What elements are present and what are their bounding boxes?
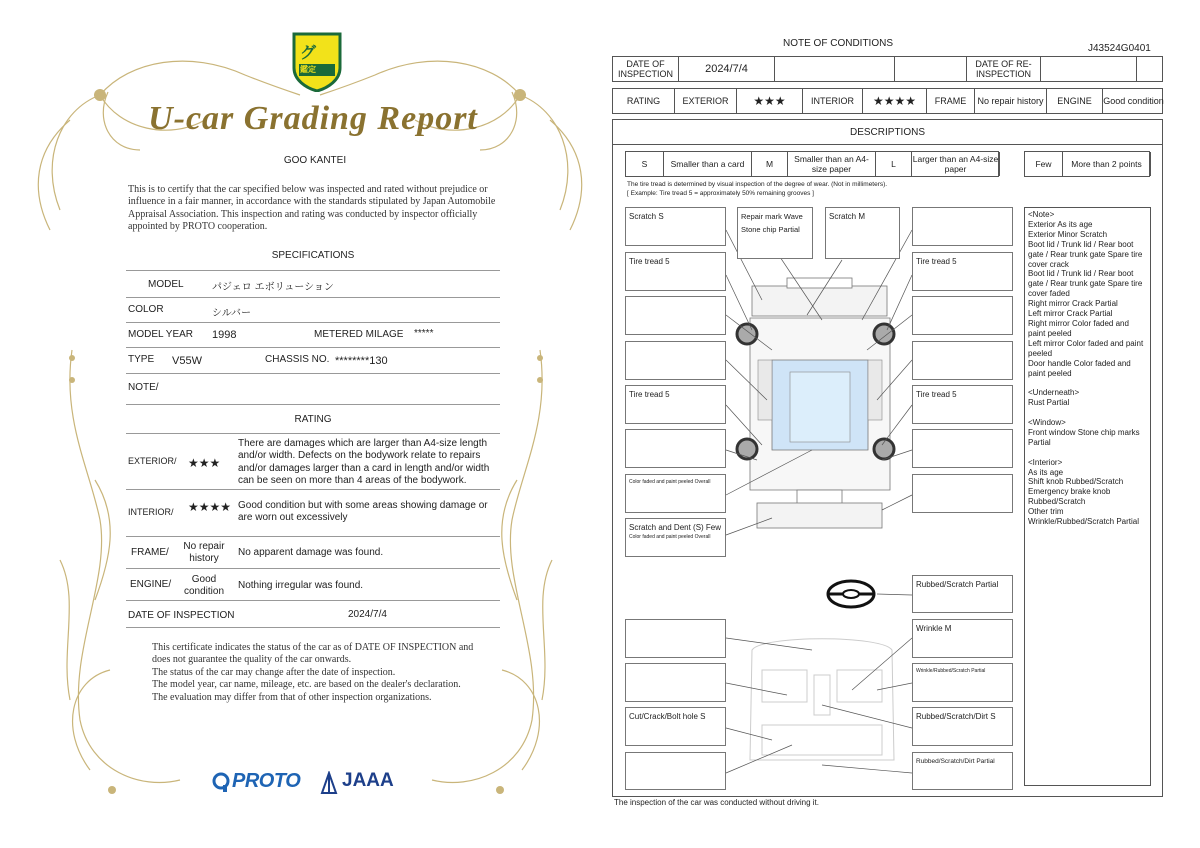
- certificate-intro: This is to certify that the car specified below was inspected and rated without prejudice or influence in a fair manner, in accordance with the standards stipulated by Japan Automobile Appraisal Association. This inspection and rating was conducted by inspector officially appointed by PROTO cooperation.: [128, 184, 496, 233]
- frame-value: No repair history: [183, 541, 225, 564]
- note-box: [912, 296, 1013, 335]
- size-legend: [625, 151, 999, 177]
- date-value: 2024/7/4: [348, 609, 387, 620]
- proto-logo: PROTO: [232, 770, 301, 792]
- conditions-title: NOTE OF CONDITIONS: [783, 38, 893, 49]
- model-label: MODEL: [148, 279, 184, 290]
- exterior-car-diagram: [737, 278, 894, 528]
- interior-label: INTERIOR/: [128, 507, 174, 517]
- chassis-value: ********130: [335, 355, 388, 367]
- note-box: Rubbed/Scratch/Dirt Partial: [912, 752, 1013, 790]
- metered-mileage-value: *****: [414, 328, 434, 339]
- type-label: TYPE: [128, 354, 155, 365]
- exterior-label: EXTERIOR/: [128, 456, 177, 466]
- engine-label: ENGINE: [1047, 89, 1103, 113]
- notes-panel: [1024, 207, 1151, 786]
- exterior-label: EXTERIOR: [675, 89, 737, 113]
- frame-label: FRAME/: [131, 547, 169, 558]
- divider: [126, 404, 500, 405]
- divider: [126, 270, 500, 271]
- note-box: [625, 619, 726, 658]
- chassis-label: CHASSIS NO.: [265, 354, 330, 365]
- color-label: COLOR: [128, 304, 164, 315]
- type-value: V55W: [172, 355, 202, 367]
- divider: [126, 600, 500, 601]
- interior-car-diagram: [750, 639, 894, 760]
- model-year-label: MODEL YEAR: [128, 329, 194, 340]
- report-code: J43524G0401: [1088, 43, 1151, 54]
- date-label: DATE OF INSPECTION: [613, 57, 679, 81]
- divider: [126, 568, 500, 569]
- model-value: パジェロ エボリューション: [212, 282, 334, 293]
- legend-s-desc: Smaller than a card: [664, 152, 752, 176]
- notes-text: <Note> Exterior As its age Exterior Minor Scratch Boot lid / Trunk lid / Rear boot gate / Rear trunk gate Spare tire cover crack Boot lid / Trunk lid / Rear boot gate / Rear trunk gate Spare tire cover faded Right mirror Crack Partial Left mirror Crack Partial Right mirror Color faded and paint peeled Left mirror Color faded and paint peeled Door handle Color faded and paint peeled <Underneath> Rust Partial <Window> Front window Stone chip marks Partial <Interior> As its age Shift knob Rubbed/Scratch Emergency brake knob Rubbed/Scratch Other trim Wrinkle/Rubbed/Scratch Partial: [1028, 210, 1144, 527]
- note-box: Rubbed/Scratch/Dirt S: [912, 707, 1013, 746]
- note-box: Tire tread 5: [912, 385, 1013, 424]
- frame-value: No repair history: [975, 89, 1047, 113]
- model-year-value: 1998: [212, 329, 237, 341]
- steering-wheel-icon: [828, 581, 874, 607]
- certificate-subtitle: GOO KANTEI: [283, 155, 347, 166]
- badge-mark: グ: [300, 45, 317, 62]
- note-box: Tire tread 5: [625, 385, 726, 424]
- note-label: NOTE/: [128, 382, 159, 393]
- divider: [126, 347, 500, 348]
- note-box: Scratch S: [625, 207, 726, 246]
- rating-label: RATING: [613, 89, 675, 113]
- note-box: [625, 663, 726, 702]
- inspection-date-table: [612, 56, 1163, 82]
- date-blank: [895, 57, 967, 81]
- note-box-subtext: Color faded and paint peeled Overall: [629, 534, 711, 540]
- divider: [126, 322, 500, 323]
- specifications-heading: SPECIFICATIONS: [271, 250, 355, 261]
- note-box: [625, 752, 726, 790]
- note-box: Scratch M: [825, 207, 900, 259]
- legend-s: S: [626, 152, 664, 176]
- certificate-disclaimer: This certificate indicates the status of the car as of DATE OF INSPECTION and does not guarantee the quality of the car onwards. The status of the car may change after the date of inspection. The model year, car name, mileage, etc. are based on the dealer's declaration. The evaluation may differ from that of other inspection organizations.: [152, 642, 474, 703]
- goo-kantei-badge-icon: [290, 30, 344, 92]
- engine-description: Nothing irregular was found.: [238, 580, 364, 591]
- exterior-description: There are damages which are larger than A4-size length and/or width. Defects on the bodywork relate to repairs and/or damages larger than a card in length and/or width can be seen on more than 4 areas of the bodywork.: [238, 438, 490, 486]
- note-box: [625, 429, 726, 468]
- descriptions-heading: DESCRIPTIONS: [612, 119, 1163, 145]
- divider: [126, 433, 500, 434]
- note-box: Rubbed/Scratch Partial: [912, 575, 1013, 613]
- note-box: Wrinkle/Rubbed/Scratch Partial: [912, 663, 1013, 702]
- interior-description: Good condition but with some areas showing damage or are worn out excessively: [238, 500, 488, 524]
- divider: [126, 489, 500, 490]
- legend-few-desc: More than 2 points: [1063, 152, 1151, 176]
- rating-heading: RATING: [294, 414, 332, 425]
- note-box: [912, 429, 1013, 468]
- engine-value: Good condition: [1103, 96, 1164, 106]
- note-box: Color faded and paint peeled Overall: [625, 474, 726, 513]
- exterior-stars: ★★★: [188, 456, 221, 470]
- reinspection-value: [1041, 57, 1137, 81]
- badge-label: 鑑定: [300, 65, 316, 74]
- color-value: シルバー: [212, 308, 252, 319]
- frame-description: No apparent damage was found.: [238, 547, 384, 558]
- interior-stars: ★★★★: [863, 89, 927, 113]
- interior-label: INTERIOR: [803, 89, 863, 113]
- interior-stars: ★★★★: [188, 500, 232, 514]
- note-box: [912, 207, 1013, 246]
- note-box: [912, 474, 1013, 513]
- few-legend: [1024, 151, 1150, 177]
- note-box: [625, 518, 726, 557]
- frame-label: FRAME: [927, 89, 975, 113]
- divider: [126, 373, 500, 374]
- bottom-note: The inspection of the car was conducted without driving it.: [614, 798, 819, 807]
- tire-tread-note: The tire tread is determined by visual inspection of the degree of wear. (Not in millimeters). [ Example: Tire tread 5 = approximately 50% remaining grooves ]: [627, 181, 888, 197]
- divider: [126, 297, 500, 298]
- divider: [126, 627, 500, 628]
- legend-l-desc: Larger than an A4-size paper: [912, 154, 999, 174]
- date-label: DATE OF INSPECTION: [128, 610, 235, 621]
- note-box: Wrinkle M: [912, 619, 1013, 658]
- engine-value: Good condition: [183, 574, 225, 597]
- divider: [126, 536, 500, 537]
- note-box-text: Scratch and Dent (S) Few: [629, 523, 722, 532]
- proto-logo-icon: [212, 771, 230, 793]
- certificate-title: U-car Grading Report: [148, 100, 478, 137]
- legend-few: Few: [1025, 152, 1063, 176]
- jaaa-logo: JAAA: [342, 770, 394, 791]
- note-box: Tire tread 5: [912, 252, 1013, 291]
- note-box: Cut/Crack/Bolt hole S: [625, 707, 726, 746]
- rating-table: [612, 88, 1163, 114]
- date-value: 2024/7/4: [679, 57, 775, 81]
- engine-label: ENGINE/: [130, 579, 172, 590]
- note-box: Tire tread 5: [625, 252, 726, 291]
- note-box: [912, 341, 1013, 380]
- note-box: [625, 341, 726, 380]
- date-blank: [1137, 57, 1164, 81]
- note-box: [625, 296, 726, 335]
- jaaa-logo-icon: [320, 771, 338, 795]
- legend-m: M: [752, 152, 788, 176]
- note-box: Repair mark Wave Stone chip Partial: [737, 207, 813, 259]
- reinspection-label: DATE OF RE-INSPECTION: [967, 57, 1041, 81]
- legend-l: L: [876, 152, 912, 176]
- exterior-stars: ★★★: [737, 89, 803, 113]
- date-blank: [775, 57, 895, 81]
- metered-mileage-label: METERED MILAGE: [314, 329, 404, 340]
- legend-m-desc: Smaller than an A4-size paper: [788, 152, 876, 176]
